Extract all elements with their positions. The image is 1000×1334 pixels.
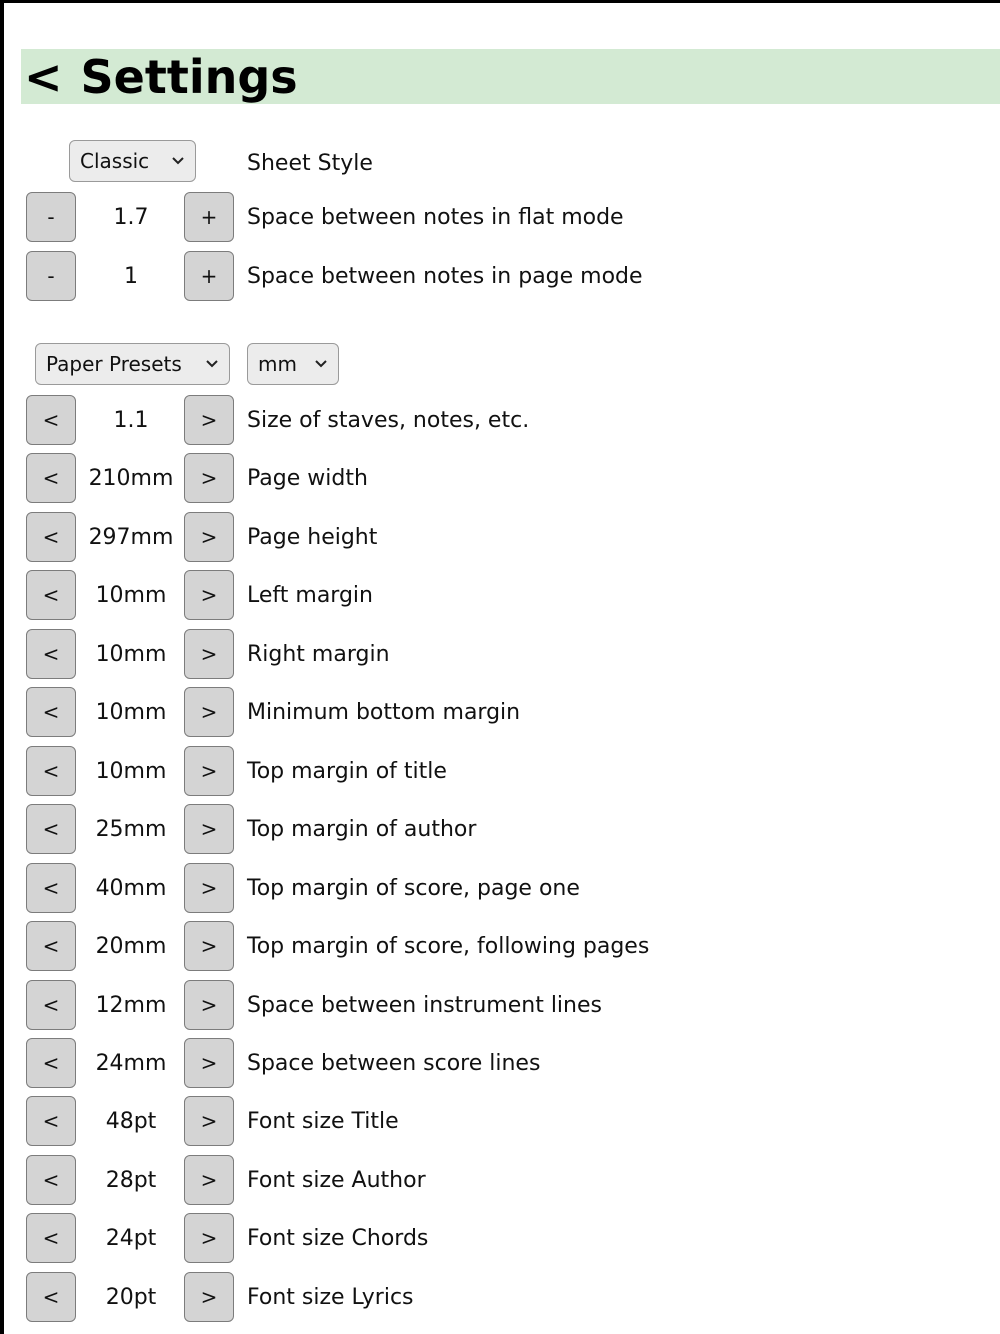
setting-value: 10mm — [95, 641, 167, 667]
setting-value: 297mm — [88, 524, 174, 550]
decrease-button[interactable]: < — [26, 570, 76, 620]
increase-button[interactable]: > — [184, 1038, 234, 1088]
page-title: Settings — [80, 49, 298, 104]
setting-row — [0, 567, 1000, 625]
decrease-button[interactable]: < — [26, 863, 76, 913]
sheet-style-selected: Classic — [80, 149, 150, 173]
increase-button[interactable]: > — [184, 863, 234, 913]
setting-value: 25mm — [95, 816, 167, 842]
increase-button[interactable]: > — [184, 1155, 234, 1205]
increase-button[interactable]: > — [184, 1213, 234, 1263]
setting-label: Page height — [247, 524, 378, 550]
increase-button[interactable]: > — [184, 746, 234, 796]
decrease-button[interactable]: - — [26, 192, 76, 242]
setting-label: Font size Chords — [247, 1225, 429, 1251]
setting-value: 20pt — [105, 1284, 157, 1310]
setting-value: 24mm — [95, 1050, 167, 1076]
increase-button[interactable]: > — [184, 980, 234, 1030]
setting-label: Space between score lines — [247, 1050, 541, 1076]
setting-label: Space between instrument lines — [247, 992, 602, 1018]
setting-row — [0, 860, 1000, 918]
sheet-style-label: Sheet Style — [247, 150, 373, 176]
decrease-button[interactable]: < — [26, 629, 76, 679]
increase-button[interactable]: > — [184, 687, 234, 737]
setting-row — [0, 977, 1000, 1035]
increase-button[interactable]: > — [184, 512, 234, 562]
window-top-border — [0, 0, 1000, 3]
unit-select[interactable] — [247, 343, 339, 385]
setting-label: Font size Author — [247, 1167, 426, 1193]
setting-row — [0, 1093, 1000, 1151]
decrease-button[interactable]: < — [26, 512, 76, 562]
decrease-button[interactable]: < — [26, 1096, 76, 1146]
setting-value: 210mm — [88, 465, 174, 491]
setting-value: 10mm — [95, 699, 167, 725]
decrease-button[interactable]: < — [26, 1272, 76, 1322]
decrease-button[interactable]: < — [26, 980, 76, 1030]
back-button[interactable]: < — [24, 49, 63, 104]
increase-button[interactable]: > — [184, 453, 234, 503]
setting-row-flat-spacing — [0, 189, 1000, 247]
header-bar — [21, 49, 1000, 104]
setting-row — [0, 743, 1000, 801]
decrease-button[interactable]: < — [26, 1155, 76, 1205]
setting-value: 24pt — [105, 1225, 157, 1251]
decrease-button[interactable]: - — [26, 251, 76, 301]
sheet-style-select[interactable] — [69, 140, 196, 182]
sheet-style-row — [0, 135, 1000, 193]
decrease-button[interactable]: < — [26, 1038, 76, 1088]
setting-value: 20mm — [95, 933, 167, 959]
setting-label: Top margin of score, following pages — [247, 933, 650, 959]
setting-label: Left margin — [247, 582, 373, 608]
setting-row-page-spacing — [0, 248, 1000, 306]
setting-label: Top margin of score, page one — [247, 875, 580, 901]
unit-selected: mm — [258, 352, 297, 376]
setting-label: Top margin of title — [247, 758, 447, 784]
setting-row — [0, 1210, 1000, 1268]
setting-row — [0, 392, 1000, 450]
increase-button[interactable]: > — [184, 395, 234, 445]
chevron-down-icon — [205, 357, 219, 371]
setting-value: 1.1 — [113, 407, 149, 433]
setting-label: Top margin of author — [247, 816, 477, 842]
setting-row — [0, 918, 1000, 976]
setting-value: 12mm — [95, 992, 167, 1018]
setting-value: 48pt — [105, 1108, 157, 1134]
setting-value: 28pt — [105, 1167, 157, 1193]
chevron-down-icon — [314, 357, 328, 371]
increase-button[interactable]: + — [184, 192, 234, 242]
setting-label: Space between notes in flat mode — [247, 204, 624, 230]
setting-value: 10mm — [95, 758, 167, 784]
decrease-button[interactable]: < — [26, 395, 76, 445]
increase-button[interactable]: > — [184, 804, 234, 854]
setting-value: 1 — [124, 263, 138, 289]
setting-label: Minimum bottom margin — [247, 699, 521, 725]
setting-row — [0, 1152, 1000, 1210]
decrease-button[interactable]: < — [26, 804, 76, 854]
increase-button[interactable]: + — [184, 251, 234, 301]
decrease-button[interactable]: < — [26, 453, 76, 503]
setting-row — [0, 450, 1000, 508]
increase-button[interactable]: > — [184, 629, 234, 679]
setting-value: 1.7 — [113, 204, 149, 230]
setting-row — [0, 801, 1000, 859]
increase-button[interactable]: > — [184, 570, 234, 620]
decrease-button[interactable]: < — [26, 687, 76, 737]
setting-label: Right margin — [247, 641, 390, 667]
setting-label: Font size Title — [247, 1108, 399, 1134]
setting-value: 40mm — [95, 875, 167, 901]
increase-button[interactable]: > — [184, 1096, 234, 1146]
setting-row — [0, 626, 1000, 684]
decrease-button[interactable]: < — [26, 1213, 76, 1263]
paper-presets-selected: Paper Presets — [46, 352, 182, 376]
paper-presets-select[interactable] — [35, 343, 230, 385]
setting-row — [0, 684, 1000, 742]
setting-row — [0, 1035, 1000, 1093]
chevron-down-icon — [171, 154, 185, 168]
decrease-button[interactable]: < — [26, 746, 76, 796]
decrease-button[interactable]: < — [26, 921, 76, 971]
setting-row — [0, 1269, 1000, 1327]
setting-value: 10mm — [95, 582, 167, 608]
setting-row — [0, 509, 1000, 567]
setting-label: Size of staves, notes, etc. — [247, 407, 530, 433]
increase-button[interactable]: > — [184, 1272, 234, 1322]
setting-label: Page width — [247, 465, 368, 491]
increase-button[interactable]: > — [184, 921, 234, 971]
setting-label: Font size Lyrics — [247, 1284, 414, 1310]
setting-label: Space between notes in page mode — [247, 263, 643, 289]
